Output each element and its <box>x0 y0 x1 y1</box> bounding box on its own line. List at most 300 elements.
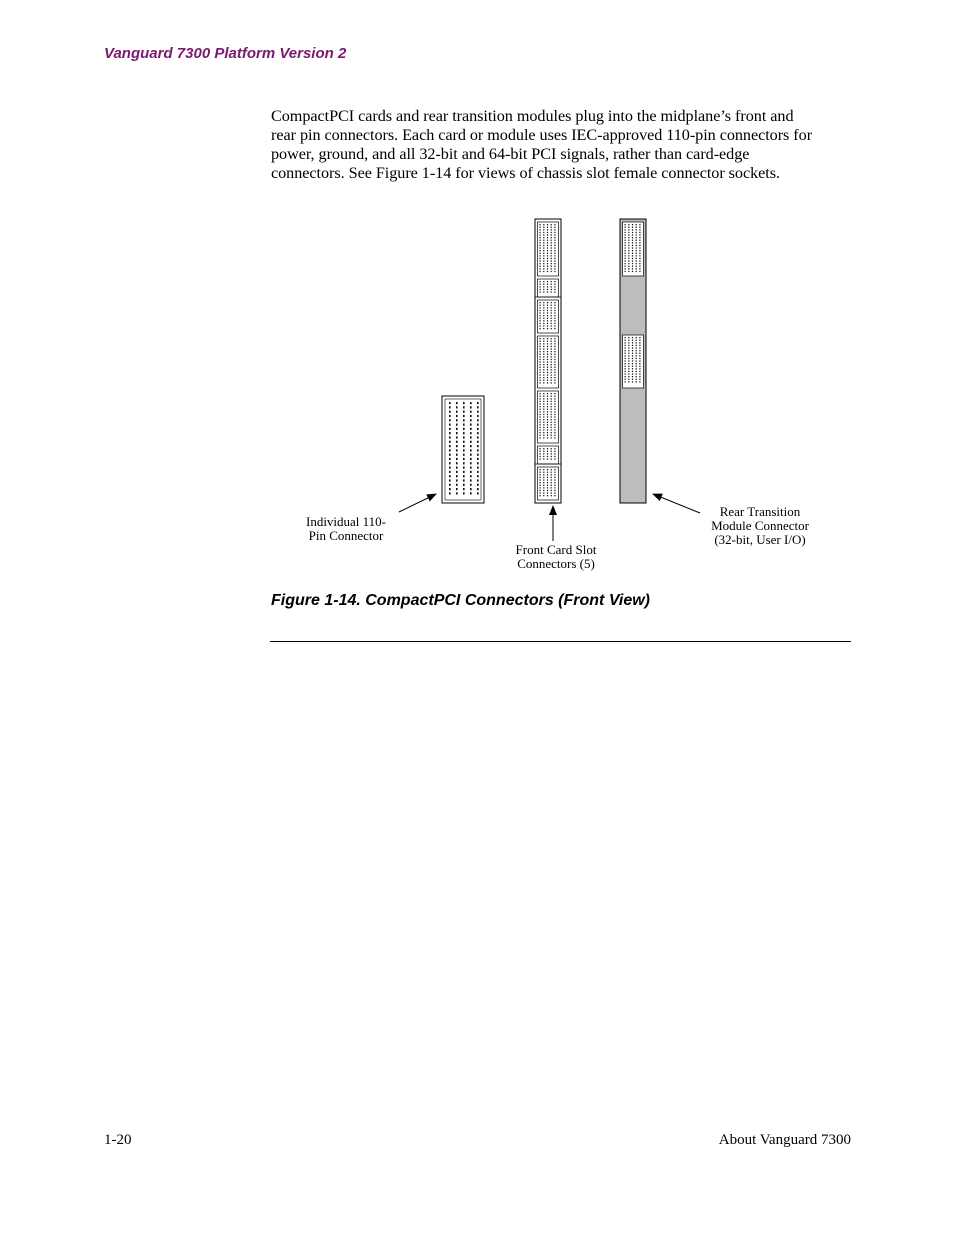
connector-pin <box>632 342 633 343</box>
connector-pin <box>543 474 544 475</box>
connector-pin <box>540 427 541 428</box>
connector-pin <box>551 393 552 394</box>
connector-pin <box>551 490 552 491</box>
connector-pin <box>632 350 633 351</box>
connector-pin <box>632 360 633 361</box>
connector-pin <box>547 328 548 329</box>
connector-pin <box>554 361 555 362</box>
connector-pin <box>463 449 465 451</box>
connector-pin <box>547 472 548 473</box>
connector-pin <box>628 342 629 343</box>
connector-pin <box>463 484 465 486</box>
connector-pin <box>547 284 548 285</box>
connector-pin <box>540 286 541 287</box>
connector-pin <box>551 271 552 272</box>
connector-pin <box>554 351 555 352</box>
connector-pin <box>449 462 451 464</box>
connector-pin <box>639 371 640 372</box>
connector-pin <box>543 232 544 233</box>
connector-pin <box>554 382 555 383</box>
connector-pin <box>477 454 479 456</box>
connector-pin <box>547 268 548 269</box>
individual-connector-arrow <box>399 494 436 512</box>
connector-pin <box>636 242 637 243</box>
connector-pin <box>554 307 555 308</box>
connector-pin <box>554 328 555 329</box>
connector-pin <box>540 234 541 235</box>
connector-pin <box>554 411 555 412</box>
connector-pin <box>551 260 552 261</box>
connector-pin <box>554 258 555 259</box>
connector-pin <box>639 368 640 369</box>
connector-pin <box>632 266 633 267</box>
connector-pin <box>463 454 465 456</box>
connector-pin <box>540 325 541 326</box>
connector-pin <box>554 429 555 430</box>
connector-pin <box>543 255 544 256</box>
connector-pin <box>547 310 548 311</box>
connector-pin <box>554 325 555 326</box>
connector-pin <box>456 428 458 430</box>
connector-pin <box>625 355 626 356</box>
connector-pin <box>543 458 544 459</box>
connector-pin <box>551 232 552 233</box>
connector-pin <box>540 354 541 355</box>
connector-pin <box>639 347 640 348</box>
connector-pin <box>449 479 451 481</box>
connector-pin <box>632 368 633 369</box>
connector-pin <box>540 380 541 381</box>
connector-pin <box>540 302 541 303</box>
connector-pin <box>632 355 633 356</box>
connector-pin <box>551 234 552 235</box>
connector-pin <box>551 359 552 360</box>
connector-pin <box>547 318 548 319</box>
connector-pin <box>543 354 544 355</box>
connector-pin <box>636 260 637 261</box>
connector-pin <box>540 456 541 457</box>
connector-pin <box>554 406 555 407</box>
connector-pin <box>543 409 544 410</box>
connector-pin <box>628 237 629 238</box>
connector-pin <box>628 232 629 233</box>
connector-pin <box>543 472 544 473</box>
connector-pin <box>554 380 555 381</box>
connector-pin <box>551 348 552 349</box>
connector-pin <box>628 350 629 351</box>
individual-connector <box>442 396 484 503</box>
connector-pin <box>540 453 541 454</box>
connector-pin <box>551 424 552 425</box>
connector-pin <box>543 403 544 404</box>
connector-pin <box>554 250 555 251</box>
connector-pin <box>477 419 479 421</box>
connector-pin <box>470 428 472 430</box>
connector-pin <box>547 224 548 225</box>
connector-pin <box>543 302 544 303</box>
running-header: Vanguard 7300 Platform Version 2 <box>104 45 347 62</box>
connector-pin <box>632 237 633 238</box>
connector-pin <box>551 351 552 352</box>
connector-pin <box>632 379 633 380</box>
connector-pin <box>470 458 472 460</box>
connector-pin <box>636 350 637 351</box>
connector-pin <box>551 422 552 423</box>
connector-pin <box>625 360 626 361</box>
connector-pin <box>543 453 544 454</box>
connector-pin <box>625 250 626 251</box>
connector-pin <box>551 398 552 399</box>
connector-pin <box>540 320 541 321</box>
connector-pin <box>547 312 548 313</box>
connector-pin <box>470 406 472 408</box>
connector-pin <box>554 477 555 478</box>
label-line: (32-bit, User I/O) <box>714 532 806 547</box>
connector-pin <box>554 271 555 272</box>
connector-pin <box>543 374 544 375</box>
connector-pin <box>547 369 548 370</box>
connector-pin <box>554 320 555 321</box>
connector-pin <box>543 271 544 272</box>
connector-pin <box>628 224 629 225</box>
connector-pin <box>554 409 555 410</box>
connector-pin <box>543 286 544 287</box>
connector-pin <box>636 250 637 251</box>
connector-pin <box>540 258 541 259</box>
connector-pin <box>540 487 541 488</box>
connector-pin <box>540 291 541 292</box>
connector-pin <box>628 360 629 361</box>
connector-pin <box>639 381 640 382</box>
connector-pin <box>554 396 555 397</box>
connector-pin <box>470 402 472 404</box>
connector-pin <box>463 424 465 426</box>
connector-pin <box>547 427 548 428</box>
connector-pin <box>639 266 640 267</box>
connector-pin <box>551 237 552 238</box>
connector-pin <box>639 363 640 364</box>
connector-pin <box>547 411 548 412</box>
connector-pin <box>470 445 472 447</box>
connector-pin <box>551 315 552 316</box>
connector-pin <box>554 374 555 375</box>
connector-pin <box>543 343 544 344</box>
connector-pin <box>540 437 541 438</box>
connector-pin <box>636 376 637 377</box>
connector-pin <box>540 318 541 319</box>
connector-pin <box>551 414 552 415</box>
connector-pin <box>632 363 633 364</box>
connector-pin <box>628 355 629 356</box>
connector-pin <box>554 416 555 417</box>
connector-pin <box>551 377 552 378</box>
connector-pin <box>543 411 544 412</box>
connector-pin <box>636 368 637 369</box>
connector-pin <box>632 340 633 341</box>
connector-pin <box>554 359 555 360</box>
connector-pin <box>540 356 541 357</box>
connector-pin <box>551 451 552 452</box>
connector-pin <box>554 451 555 452</box>
connector-pin <box>628 376 629 377</box>
connector-pin <box>632 358 633 359</box>
connector-pin <box>477 488 479 490</box>
connector-pin <box>554 403 555 404</box>
connector-pin <box>547 341 548 342</box>
connector-pin <box>543 305 544 306</box>
connector-pin <box>456 419 458 421</box>
front-slot-label <box>506 543 606 571</box>
connector-pin <box>543 364 544 365</box>
connector-pin <box>551 403 552 404</box>
connector-pin <box>625 347 626 348</box>
connector-pin <box>456 458 458 460</box>
connector-pin <box>543 372 544 373</box>
connector-pin <box>543 320 544 321</box>
connector-pin <box>547 437 548 438</box>
connector-pin <box>554 448 555 449</box>
connector-pin <box>543 229 544 230</box>
connector-pin <box>625 263 626 264</box>
connector-pin <box>463 441 465 443</box>
connector-pin <box>456 467 458 469</box>
paragraph-line: rear pin connectors. Each card or module uses IEC-approved 110-pin connectors for <box>271 126 813 144</box>
connector-pin <box>639 353 640 354</box>
connector-pin <box>547 286 548 287</box>
connector-pin <box>554 354 555 355</box>
connector-pin <box>543 325 544 326</box>
connector-pin <box>547 416 548 417</box>
connector-pin <box>540 477 541 478</box>
connector-pin <box>540 263 541 264</box>
connector-pin <box>625 271 626 272</box>
connector-pin <box>540 315 541 316</box>
connector-pin <box>547 403 548 404</box>
connector-pin <box>543 361 544 362</box>
connector-pin <box>547 250 548 251</box>
connector-pin <box>625 232 626 233</box>
connector-pin <box>540 305 541 306</box>
connector-pin <box>551 495 552 496</box>
connector-pin <box>547 477 548 478</box>
connector-pin <box>639 373 640 374</box>
connector-pin <box>554 312 555 313</box>
connector-pin <box>540 338 541 339</box>
connector-pin <box>463 475 465 477</box>
connector-pin <box>551 258 552 259</box>
connector-pin <box>456 484 458 486</box>
connector-pin <box>547 429 548 430</box>
connector-pin <box>547 232 548 233</box>
connector-pin <box>540 351 541 352</box>
connector-pin <box>554 343 555 344</box>
connector-pin <box>543 382 544 383</box>
connector-pin <box>551 320 552 321</box>
connector-pin <box>540 227 541 228</box>
connector-pin <box>639 240 640 241</box>
connector-pin <box>628 347 629 348</box>
connector-pin <box>543 406 544 407</box>
connector-pin <box>625 224 626 225</box>
connector-pin <box>477 411 479 413</box>
connector-pin <box>470 488 472 490</box>
connector-pin <box>543 348 544 349</box>
connector-pin <box>547 240 548 241</box>
connector-pin <box>625 247 626 248</box>
connector-pin <box>543 437 544 438</box>
connector-pin <box>632 381 633 382</box>
connector-pin <box>547 492 548 493</box>
connector-pin <box>639 263 640 264</box>
connector-pin <box>540 240 541 241</box>
connector-pin <box>636 229 637 230</box>
connector-pin <box>554 281 555 282</box>
connector-pin <box>540 393 541 394</box>
connector-pin <box>628 366 629 367</box>
connector-pin <box>547 253 548 254</box>
connector-pin <box>551 427 552 428</box>
connector-pin <box>547 374 548 375</box>
connector-pin <box>554 372 555 373</box>
page-number: 1-20 <box>104 1132 132 1148</box>
connector-pin <box>636 234 637 235</box>
connector-pin <box>547 487 548 488</box>
front-card-slot <box>535 219 561 503</box>
connector-pin <box>456 488 458 490</box>
connector-pin <box>547 325 548 326</box>
connector-pin <box>625 363 626 364</box>
connector-pin <box>625 368 626 369</box>
connector-pin <box>547 419 548 420</box>
connector-pin <box>551 367 552 368</box>
connector-pin <box>543 469 544 470</box>
connector-pin <box>543 398 544 399</box>
connector-pin <box>547 302 548 303</box>
connector-pin <box>543 369 544 370</box>
connector-pin <box>456 424 458 426</box>
connector-pin <box>540 250 541 251</box>
connector-pin <box>639 337 640 338</box>
connector-pin <box>554 260 555 261</box>
connector-pin <box>477 402 479 404</box>
individual-connector-label <box>300 515 392 543</box>
connector-pin <box>449 441 451 443</box>
connector-pin <box>540 281 541 282</box>
label-line: Pin Connector <box>308 528 384 543</box>
connector-pin <box>554 495 555 496</box>
connector-pin <box>547 255 548 256</box>
connector-pin <box>551 448 552 449</box>
connector-pin <box>554 291 555 292</box>
connector-pin <box>639 247 640 248</box>
connector-pin <box>540 409 541 410</box>
connector-pin <box>639 340 640 341</box>
connector-pin <box>625 345 626 346</box>
connector-pin <box>554 315 555 316</box>
connector-pin <box>639 345 640 346</box>
connector-pin <box>547 361 548 362</box>
connector-pin <box>632 242 633 243</box>
connector-pin <box>547 234 548 235</box>
connector-pin <box>547 432 548 433</box>
connector-pin <box>540 364 541 365</box>
connector-pin <box>456 479 458 481</box>
connector-pin <box>551 305 552 306</box>
connector-pin <box>547 281 548 282</box>
connector-pin <box>551 263 552 264</box>
connector-pin <box>449 449 451 451</box>
connector-pin <box>456 441 458 443</box>
connector-pin <box>554 341 555 342</box>
connector-pin <box>456 415 458 417</box>
connector-pin <box>628 255 629 256</box>
connector-pin <box>540 343 541 344</box>
connector-pin <box>543 482 544 483</box>
connector-pin <box>554 268 555 269</box>
connector-pin <box>449 424 451 426</box>
connector-pin <box>449 467 451 469</box>
connector-pin <box>554 305 555 306</box>
connector-pin <box>547 435 548 436</box>
connector-pin <box>543 284 544 285</box>
connector-pin <box>551 240 552 241</box>
connector-pin <box>543 414 544 415</box>
connector-pin <box>477 432 479 434</box>
connector-pin <box>636 358 637 359</box>
connector-pin <box>540 451 541 452</box>
connector-pin <box>551 369 552 370</box>
connector-pin <box>449 471 451 473</box>
connector-pin <box>470 484 472 486</box>
connector-pin <box>543 245 544 246</box>
connector-pin <box>551 429 552 430</box>
connector-pin <box>547 424 548 425</box>
connector-pin <box>547 266 548 267</box>
connector-pin <box>554 469 555 470</box>
connector-pin <box>543 380 544 381</box>
connector-pin <box>554 398 555 399</box>
connector-pin <box>628 247 629 248</box>
connector-pin <box>632 229 633 230</box>
connector-pin <box>470 415 472 417</box>
connector-pin <box>540 474 541 475</box>
connector-pin <box>625 227 626 228</box>
connector-pin <box>551 224 552 225</box>
connector-pin <box>547 422 548 423</box>
connector-pin <box>547 396 548 397</box>
connector-pin <box>554 289 555 290</box>
connector-pin <box>551 477 552 478</box>
connector-pin <box>477 471 479 473</box>
connector-pin <box>554 255 555 256</box>
connector-pin <box>554 419 555 420</box>
connector-pin <box>554 458 555 459</box>
connector-pin <box>639 358 640 359</box>
connector-pin <box>625 258 626 259</box>
connector-pin <box>551 291 552 292</box>
connector-pin <box>547 490 548 491</box>
connector-pin <box>639 234 640 235</box>
connector-pin <box>547 448 548 449</box>
connector-pin <box>639 250 640 251</box>
connector-pin <box>547 305 548 306</box>
connector-pin <box>625 350 626 351</box>
connector-pin <box>632 253 633 254</box>
connector-pin <box>551 325 552 326</box>
connector-pin <box>543 359 544 360</box>
connector-pin <box>543 393 544 394</box>
connector-pin <box>543 490 544 491</box>
